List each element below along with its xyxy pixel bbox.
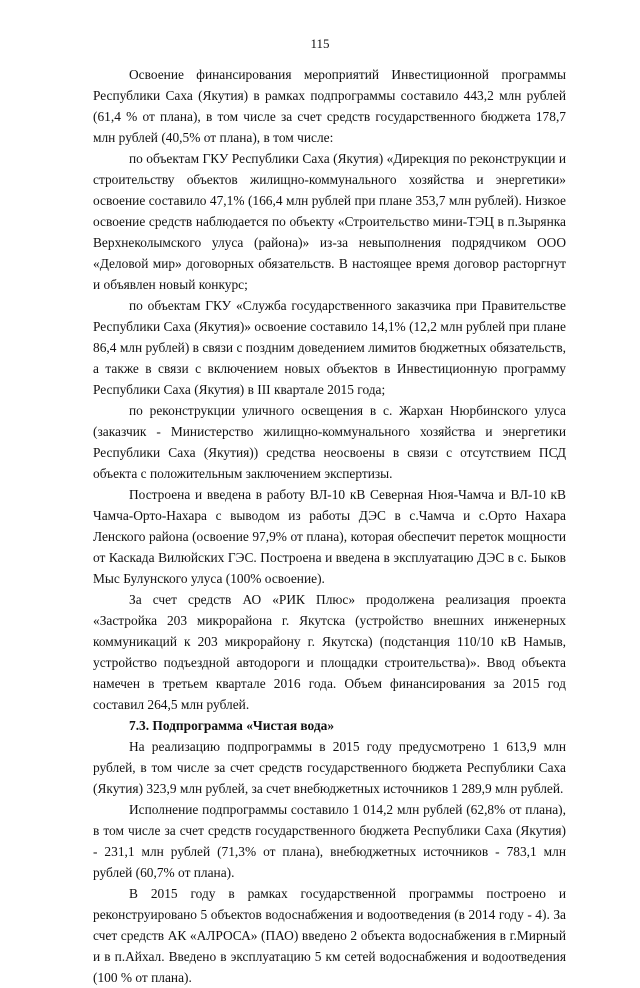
section-heading-clean-water: 7.3. Подпрограмма «Чистая вода» bbox=[129, 718, 335, 733]
paragraph-power-lines: Построена и введена в работу ВЛ-10 кВ Северная Нюя-Чамча и ВЛ-10 кВ Чамча-Орто-Нахара с выводом из работы ДЭС в с.Чамча и с.Орто Нахара Ленского района (освоение 97,9% от плана), которая обеспечит переток мощности от Каскада Вилюйских ГЭС. Построена и введена в эксплуатацию ДЭС в с. Быков Мыс Булунского улуса (100% освоение). bbox=[93, 487, 566, 586]
paragraph-water-objects: В 2015 году в рамках государственной программы построено и реконструировано 5 объектов водоснабжения и водоотведения (в 2014 году - 4). За счет средств АК «АЛРОСА» (ПАО) введено 2 объекта водоснабжения в г.Мирный и в п.Айхал. Введено в эксплуатацию 5 км сетей водоснабжения и водоотведения (100 % от плана). bbox=[93, 886, 566, 985]
paragraph-rik-plus: За счет средств АО «РИК Плюс» продолжена реализация проекта «Застройка 203 микрорайона г. Якутска (устройство внешних инженерных коммуникаций к 203 микрорайону г. Якутска) (подстанция 110/10 кВ Намыв, устройство подъездной автодороги и площадки строительства)». Ввод объекта намечен в третьем квартале 2016 года. Объем финансирования за 2015 год составил 264,5 млн рублей. bbox=[93, 592, 566, 712]
paragraph-gku-directorate: по объектам ГКУ Республики Саха (Якутия) «Дирекция по реконструкции и строительству объектов жилищно-коммунального хозяйства и энергетики» освоение составило 47,1% (166,4 млн рублей при плане 353,7 млн рублей). Низкое освоение средств наблюдается по объекту «Строительство мини-ТЭЦ в п.Зырянка Верхнеколымского улуса (района)» из-за невыполнения подрядчиком ООО «Деловой мир» договорных обязательств. В настоящее время договор расторгнут и объявлен новый конкурс; bbox=[93, 151, 566, 292]
paragraph-subprogram-execution: Исполнение подпрограммы составило 1 014,2 млн рублей (62,8% от плана), в том числе за счет средств государственного бюджета Республики Саха (Якутия) - 231,1 млн рублей (71,3% от плана), внебюджетных источников - 783,1 млн рублей (60,7% от плана). bbox=[93, 802, 566, 880]
paragraph-gku-customer-service: по объектам ГКУ «Служба государственного заказчика при Правительстве Республики Саха (Якутия)» освоение составило 14,1% (12,2 млн рублей при плане 86,4 млн рублей) в связи с поздним доведением лимитов бюджетных обязательств, а также в связи с включением новых объектов в Инвестиционную программу Республики Саха (Якутия) в III квартале 2015 года; bbox=[93, 298, 566, 397]
page-number: 115 bbox=[310, 36, 330, 51]
paragraph-investment-program: Освоение финансирования мероприятий Инвестиционной программы Республики Саха (Якутия) в рамках подпрограммы составило 443,2 млн рублей (61,4 % от плана), в том числе за счет средств государственного бюджета 178,7 млн рублей (40,5% от плана), в том числе: bbox=[93, 67, 566, 145]
page-content bbox=[93, 64, 566, 988]
paragraph-street-lighting: по реконструкции уличного освещения в с. Жархан Нюрбинского улуса (заказчик - Министерство жилищно-коммунального хозяйства и энергетики Республики Саха (Якутия)) средства неосвоены в связи с отсутствием ПСД объекта с положительным заключением экспертизы. bbox=[93, 403, 566, 481]
paragraph-subprogram-funding: На реализацию подпрограммы в 2015 году предусмотрено 1 613,9 млн рублей, в том числе за счет средств государственного бюджета Республики Саха (Якутия) 323,9 млн рублей, за счет внебюджетных источников 1 289,9 млн рублей. bbox=[93, 739, 566, 796]
